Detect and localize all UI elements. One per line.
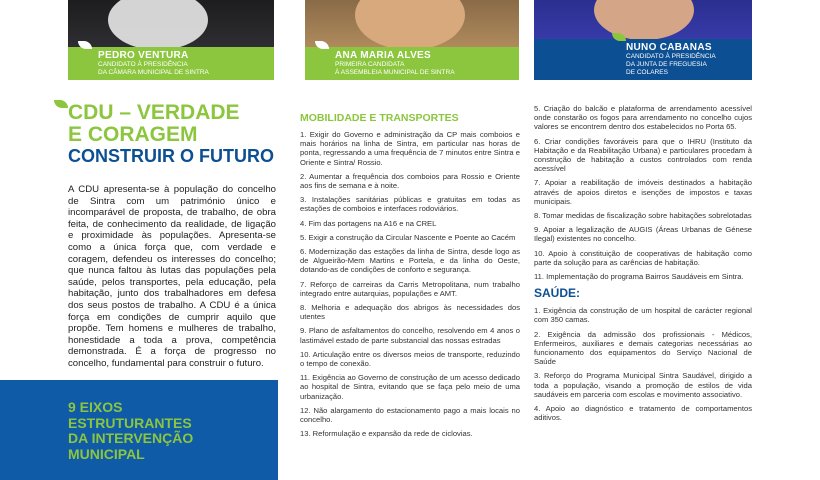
list-item: 5. Exigir a construção da Circular Nascente e Poente ao Cacém: [300, 232, 516, 242]
list-item: 1. Exigir do Governo e administração da CP mais comboios e mais horários na linha de Sintra, em particular nas horas de ponta, regressando a uma frequência de 7 minutos entre Sintra e Oriente e Sintra/ Rossio.: [300, 130, 520, 167]
list-item: 9. Apoiar a legalização de AUGIS (Áreas Urbanas de Génese Ilegal) existentes no concelho.: [534, 225, 752, 244]
list-item: 4. Fim das portagens na A16 e na CREL: [300, 218, 437, 228]
list-item: 1. Exigência da construção de um hospital de carácter regional com 350 camas.: [534, 306, 752, 325]
list-item: 6. Modernização das estações da linha de Sintra, desde logo as de Algueirão-Mem Martins e Portela, e da linha do Oeste, dotando-as de condições de conforto e segurança.: [300, 247, 520, 275]
candidate-photo-1: [68, 0, 274, 80]
candidate-tag: PEDRO VENTURA CANDIDATO À PRESIDÊNCIA DA CÂMARA MUNICIPAL DE SINTRA: [68, 47, 274, 80]
leaf-icon: [54, 100, 68, 108]
list-item: 11. Exigência ao Governo de construção de um acesso dedicado ao hospital de Sintra, evitando que se faça pelo meio de uma urbanização.: [300, 373, 520, 401]
candidate-name: ANA MARIA ALVES: [335, 50, 431, 61]
headline-line2: E CORAGEM: [68, 123, 198, 146]
section-title: MOBILIDADE E TRANSPORTES: [300, 112, 459, 124]
candidate-name: NUNO CABANAS: [626, 42, 712, 53]
list-item: 5. Criação do balcão e plataforma de arrendamento acessível onde constarão os fogos para arrendamento no concelho cujos valores se encontrem dentro dos estabelecidos no Porta 65.: [534, 104, 752, 132]
candidate-tag: NUNO CABANAS CANDIDATO À PRESIDÊNCIA DA JUNTA DE FREGUESIA DE COLARES: [534, 39, 752, 80]
list-item: 12. Não alargamento do estacionamento pago a mais locais no concelho.: [300, 405, 520, 425]
eixos-title: 9 EIXOS ESTRUTURANTES DA INTERVENÇÃO MUNICIPAL: [68, 399, 194, 462]
candidate-name: PEDRO VENTURA: [98, 50, 189, 61]
candidate-photo-3: [534, 0, 752, 80]
list-item: 2. Exigência da admissão dos profissionais - Médicos, Enfermeiros, auxiliares e demais categorias necessárias ao funcionamento dos equipamentos do Serviço Nacional de Saúde: [534, 329, 752, 367]
list-item: 2. Aumentar a frequência dos comboios para Rossio e Oriente aos fins de semana e à noite.: [300, 171, 520, 191]
list-item: 10. Articulação entre os diversos meios de transporte, reduzindo o tempo de conexão.: [300, 349, 520, 369]
habitacao-section: [534, 104, 752, 427]
list-item: 11. Implementação do programa Bairros Saudáveis em Sintra.: [534, 272, 744, 282]
list-item: 7. Apoiar a reabilitação de imóveis destinados a habitação através de apoios diretos e isenções de impostos e taxas municipais.: [534, 178, 752, 206]
list-item: 10. Apoio à constituição de cooperativas de habitação como parte da solução para as carências de habitação.: [534, 248, 752, 267]
list-item: 7. Reforço de carreiras da Carris Metropolitana, num trabalho integrado entre autarquias, populações e AMT.: [300, 279, 520, 298]
list-item: 3. Instalações sanitárias públicas e gratuitas em todas as estações de comboios e interfaces rodoviários.: [300, 195, 520, 214]
list-item: 8. Melhoria e adequação dos abrigos às necessidades dos utentes: [300, 303, 520, 322]
list-item: 4. Apoio ao diagnóstico e tratamento de comportamentos aditivos.: [534, 404, 752, 423]
mobilidade-section: [300, 112, 520, 443]
headline-line1: CDU – VERDADE: [68, 101, 240, 124]
intro-text: A CDU apresenta-se à população do concelho de Sintra com um património único e incomparável de proposta, de trabalho, de obra feita, de conhecimento da realidade, de ligação e proximidade às populações. Apresenta-se como a única força que, com verdade e coragem, defendeu os interesses do concelho; que nunca faltou às lutas das populações pela saúde, pelos transportes, pela educação, pela habitação, junto dos trabalhadores em defesa dos seus postos de trabalho. A CDU é a única força em condições de cumprir aquilo que propõe. Tem homens e mulheres de trabalho, honestidade a toda a prova, competência demonstrada. É a força de progresso no concelho, fundamental para construir o futuro.: [68, 184, 276, 369]
list-item: 9. Plano de asfaltamentos do concelho, resolvendo em 4 anos o lastimável estado de parte substancial das nossas estradas: [300, 326, 520, 345]
candidate-tag: ANA MARIA ALVES PRIMEIRA CANDIDATA À ASSEMBLEIA MUNICIPAL DE SINTRA: [305, 47, 519, 80]
list-item: 3. Reforço do Programa Municipal Sintra Saudável, dirigido a toda a população, visando a promoção de estilos de vida saudáveis em parceria com escolas e movimento associativo.: [534, 371, 752, 399]
list-item: 8. Tomar medidas de fiscalização sobre habitações sobrelotadas: [534, 211, 752, 221]
headline-subtitle: CONSTRUIR O FUTURO: [68, 146, 274, 166]
headline: [68, 102, 278, 167]
candidate-photo-2: [305, 0, 519, 80]
eixos-box: [0, 380, 278, 480]
list-item: 6. Criar condições favoráveis para que o IHRU (Instituto da Habitação e da Reabilitação Urbana) e particulares procedam à construção de habitação a custos controlados com renda acessível: [534, 136, 752, 174]
section-title: SAÚDE:: [534, 286, 581, 301]
list-item: 13. Reformulação e expansão da rede de ciclovias.: [300, 429, 473, 439]
